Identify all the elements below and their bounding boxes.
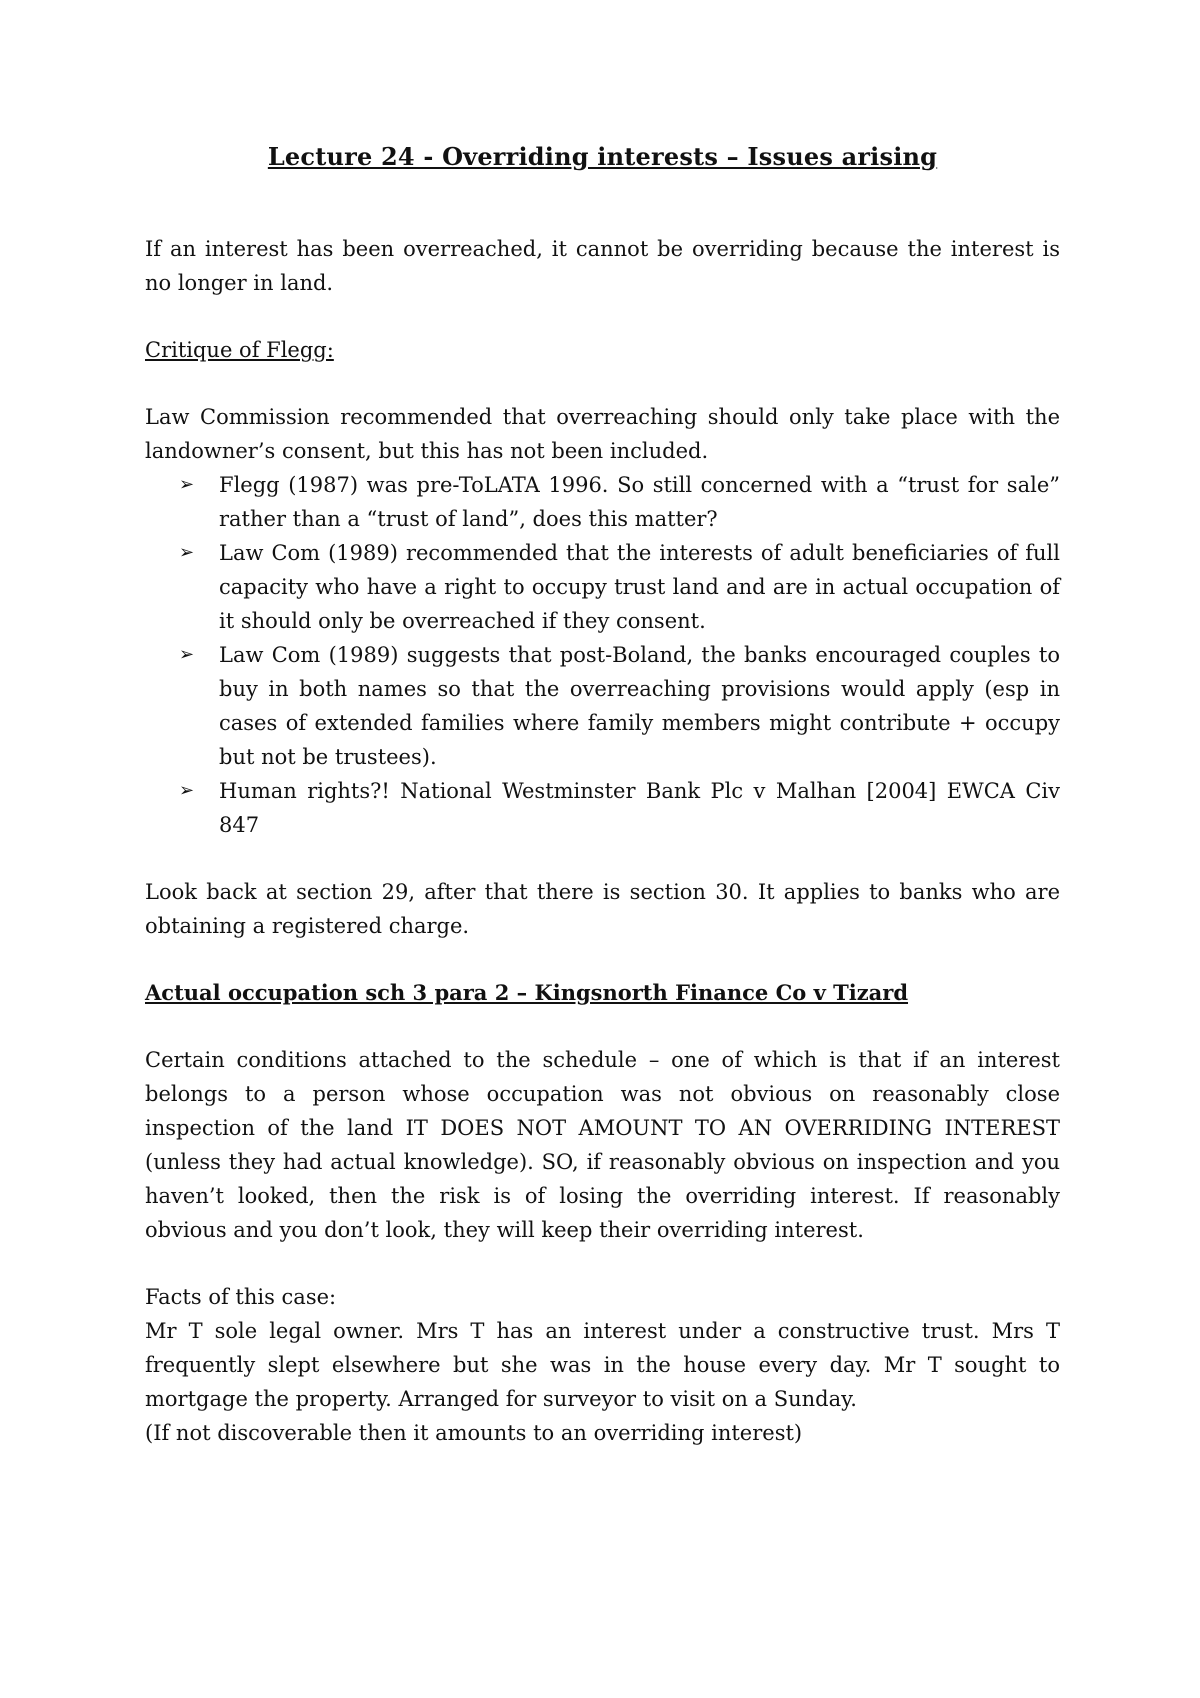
arrowhead-bullet-icon: ➢ [179, 542, 195, 563]
actual-occupation-heading: Actual occupation sch 3 para 2 – Kingsnorth Finance Co v Tizard [145, 980, 909, 1005]
list-item-text: Law Com (1989) recommended that the interests of adult beneficiaries of full capacity who have a right to occupy trust land and are in actual occupation of it should only be overreached if they consent. [219, 541, 1060, 633]
section-note-paragraph: Look back at section 29, after that there is section 30. It applies to banks who are obtaining a registered charge. [145, 880, 1060, 938]
arrowhead-bullet-icon: ➢ [179, 644, 195, 665]
list-item-text: Law Com (1989) suggests that post-Boland, the banks encouraged couples to buy in both names so that the overreaching provisions would apply (esp in cases of extended families where family members might contribute + occupy but not be trustees). [219, 643, 1060, 769]
conditions-paragraph: Certain conditions attached to the schedule – one of which is that if an interest belongs to a person whose occupation was not obvious on reasonably close inspection of the land IT DOES NOT AMOUNT TO AN OVERRIDING INTEREST (unless they had actual knowledge). SO, if reasonably obvious on inspection and you haven’t looked, then the risk is of losing the overriding interest. If reasonably obvious and you don’t look, they will keep their overriding interest. [145, 1048, 1060, 1242]
critique-bullet-list [145, 468, 1060, 842]
arrowhead-bullet-icon: ➢ [179, 780, 195, 801]
list-item-text: Human rights?! National Westminster Bank Plc v Malhan [2004] EWCA Civ 847 [219, 779, 1060, 837]
law-commission-paragraph: Law Commission recommended that overreaching should only take place with the landowner’s consent, but this has not been included. [145, 405, 1060, 463]
arrowhead-bullet-icon: ➢ [179, 474, 195, 495]
facts-note: (If not discoverable then it amounts to an overriding interest) [145, 1421, 803, 1445]
page-title: Lecture 24 - Overriding interests – Issues arising [267, 142, 938, 171]
intro-paragraph: If an interest has been overreached, it cannot be overriding because the interest is no longer in land. [145, 237, 1060, 295]
facts-heading: Facts of this case: [145, 1285, 337, 1309]
list-item [145, 638, 1060, 774]
list-item [145, 774, 1060, 842]
facts-paragraph: Mr T sole legal owner. Mrs T has an interest under a constructive trust. Mrs T frequently slept elsewhere but she was in the house every day. Mr T sought to mortgage the property. Arranged for surveyor to visit on a Sunday. [145, 1319, 1060, 1411]
list-item [145, 468, 1060, 536]
list-item [145, 536, 1060, 638]
critique-heading: Critique of Flegg: [145, 338, 334, 362]
list-item-text: Flegg (1987) was pre-ToLATA 1996. So still concerned with a “trust for sale” rather than a “trust of land”, does this matter? [219, 473, 1060, 531]
document-page [145, 140, 1060, 1450]
